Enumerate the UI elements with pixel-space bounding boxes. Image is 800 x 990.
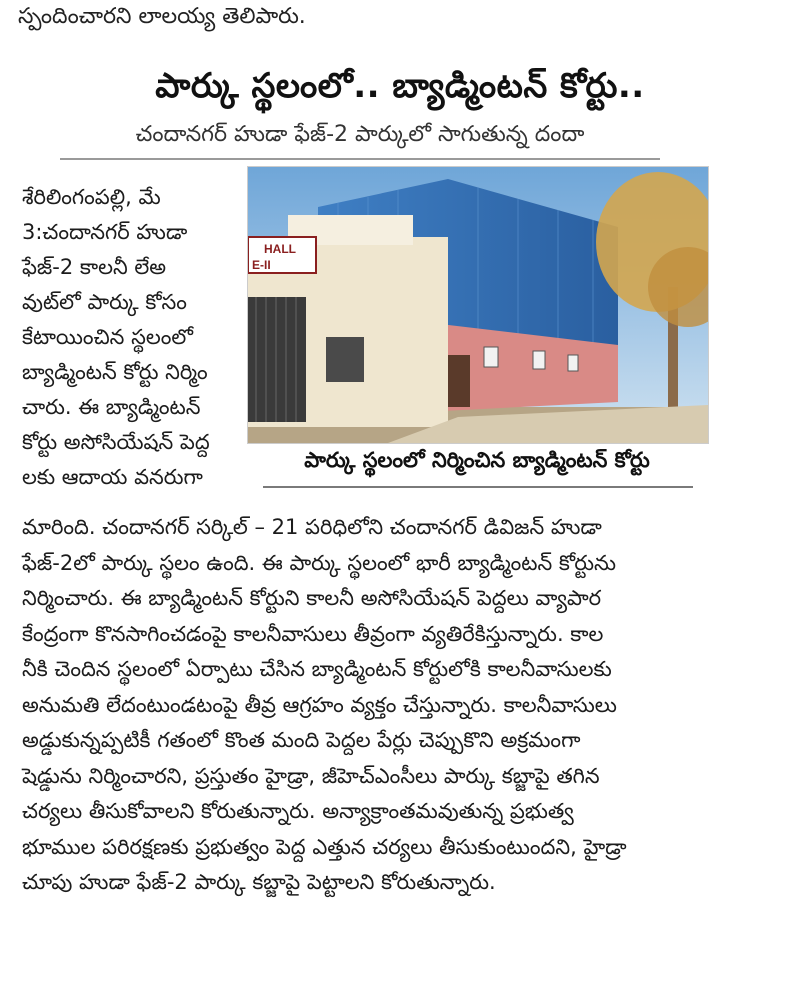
window <box>484 347 498 367</box>
window <box>568 355 578 371</box>
intro-column <box>22 180 232 495</box>
intro-line: శేరిలింగంపల్లి, మే <box>22 185 161 209</box>
intro-line: బ్యాడ్మింటన్ కోర్టు నిర్మిం <box>22 360 208 384</box>
grille <box>248 297 306 422</box>
body-line: ఫేజ్-2లో పార్కు స్థలం ఉంది. ఈ పార్కు స్థలంలో భారీ బ్యాడ్మింటన్ కోర్టును <box>22 550 617 575</box>
subheadline: చందానగర్ హుడా ఫేజ్-2 పార్కులో సాగుతున్న దందా <box>135 122 585 147</box>
body-line: అనుమతి లేదంటుండటంపై తీవ్ర ఆగ్రహం వ్యక్తం చేస్తున్నారు. కాలనీవాసులు <box>22 692 617 717</box>
previous-article-last-line: స్పందించారని లాలయ్య తెలిపారు. <box>18 4 306 29</box>
intro-line: లకు ఆదాయ వనరుగా <box>22 465 203 489</box>
badminton-court-photo <box>247 166 709 444</box>
front-window <box>326 337 364 382</box>
headline: పార్కు స్థలంలో.. బ్యాడ్మింటన్ కోర్టు.. <box>155 66 645 106</box>
body-line: కేంద్రంగా కొనసాగించడంపై కాలనీవాసులు తీవ్రంగా వ్యతిరేకిస్తున్నారు. కాల <box>22 621 604 646</box>
intro-line: ఫేజ్-2 కాలనీ లేఅ <box>22 255 167 279</box>
photo-caption: పార్కు స్థలంలో నిర్మించిన బ్యాడ్మింటన్ కోర్టు <box>304 448 650 472</box>
body-line: చర్యలు తీసుకోవాలని కోరుతున్నారు. అన్యాక్రాంతమవుతున్న ప్రభుత్వ <box>22 799 574 823</box>
body-line: షెడ్డును నిర్మించారని, ప్రస్తుతం హైడ్రా, జీహెచ్‌ఎంసీలు పార్కు కబ్జాపై తగిన <box>22 763 600 788</box>
article-body <box>22 510 722 901</box>
hall-sign-text: E-II <box>252 258 271 272</box>
body-line: చూపు హుడా ఫేజ్-2 పార్కు కబ్జాపై పెట్టాలని కోరుతున్నారు. <box>22 870 496 894</box>
door <box>448 355 470 407</box>
caption-underline <box>263 486 693 488</box>
body-line: నీకి చెందిన స్థలంలో ఏర్పాటు చేసిన బ్యాడ్మింటన్ కోర్టులోకి కాలనీవాసులకు <box>22 657 612 681</box>
window <box>533 351 545 369</box>
hall-sign-text: HALL <box>264 242 296 256</box>
body-line: మారింది. చందానగర్ సర్కిల్ – 21 పరిధిలోని చందానగర్ డివిజన్ హుడా <box>22 515 602 539</box>
body-line: అడ్డుకున్నప్పటికీ గతంలో కొంత మంది పెద్దల పేర్లు చెప్పుకొని అక్రమంగా <box>22 728 581 752</box>
intro-line: వుట్‌లో పార్కు కోసం <box>22 290 187 314</box>
headline-divider <box>60 158 660 160</box>
body-line: భూముల పరిరక్షణకు ప్రభుత్వం పెద్ద ఎత్తున చర్యలు తీసుకుంటుందని, హైడ్రా <box>22 834 627 859</box>
intro-line: కేటాయించిన స్థలంలో <box>22 325 193 349</box>
intro-line: చారు. ఈ బ్యాడ్మింటన్ <box>22 395 201 419</box>
intro-line: కోర్టు అసోసియేషన్ పెద్ద <box>22 430 210 454</box>
body-line: నిర్మించారు. ఈ బ్యాడ్మింటన్ కోర్టుని కాలనీ అసోసియేషన్ పెద్దలు వ్యాపార <box>22 586 602 610</box>
intro-line: 3:చందానగర్ హుడా <box>22 220 188 244</box>
